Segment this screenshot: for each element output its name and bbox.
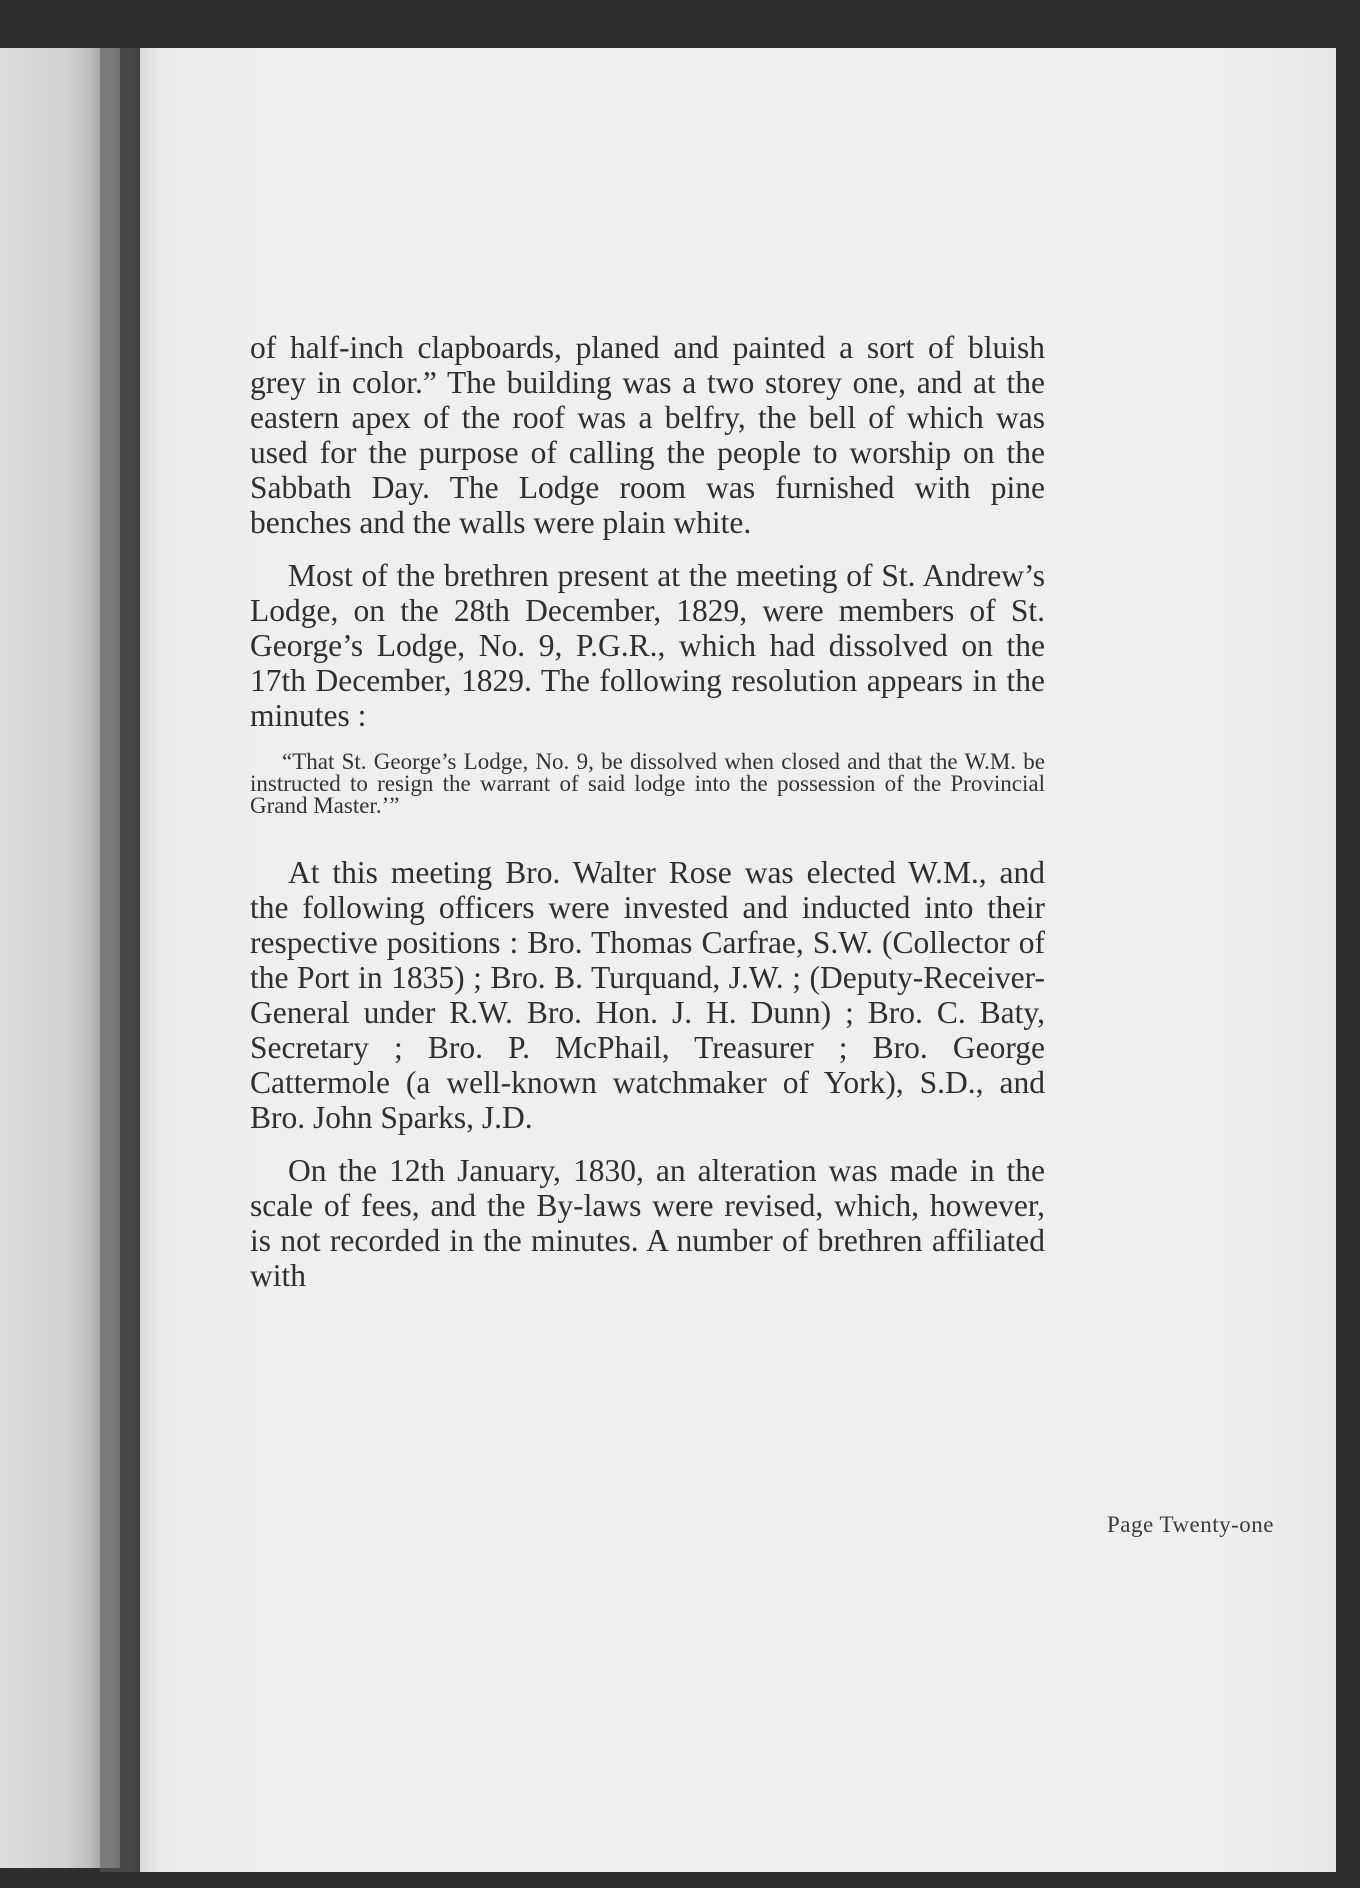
resolution-quote: “That St. George’s Lodge, No. 9, be dissolved when closed and that the W.M. be instructed to resign the warrant of said lodge into the possession of the Provincial Grand Master.’” [250,749,1045,818]
paragraph-building-description: of half-inch clapboards, planed and painted a sort of bluish grey in color.” The building was a two storey one, and at the eastern apex of the roof was a belfry, the bell of which was used for the purpose of calling the people to worship on the Sabbath Day. The Lodge room was furnished with pine benches and the walls were plain white. [250,330,1045,540]
page-gutter-shadow [100,48,160,1872]
paragraph-brethren-present: Most of the brethren present at the meeting of St. Andrew’s Lodge, on the 28th December, 1829, were members of St. George’s Lodge, No. 9, P.G.R., which had dissolved on the 17th December, 1829. The following resolution appears in the minutes : [250,558,1045,733]
paragraph-bylaws-revised: On the 12th January, 1830, an alteration was made in the scale of fees, and the By-laws were revised, which, however, is not recorded in the minutes. A number of brethren affiliated with [250,1153,1045,1293]
paragraph-officers-elected: At this meeting Bro. Walter Rose was elected W.M., and the following officers were invested and inducted into their respective positions : Bro. Thomas Carfrae, S.W. (Collector of the Port in 1835) ; Bro. B. Turquand, J.W. ; (Deputy-Receiver-General under R.W. Bro. Hon. J. H. Dunn) ; Bro. C. Baty, Secretary ; Bro. P. McPhail, Treasurer ; Bro. George Cattermole (a well-known watchmaker of York), S.D., and Bro. John Sparks, J.D. [250,855,1045,1135]
page-number: Page Twenty-one [1106,1512,1274,1537]
page-body [250,330,1045,1311]
